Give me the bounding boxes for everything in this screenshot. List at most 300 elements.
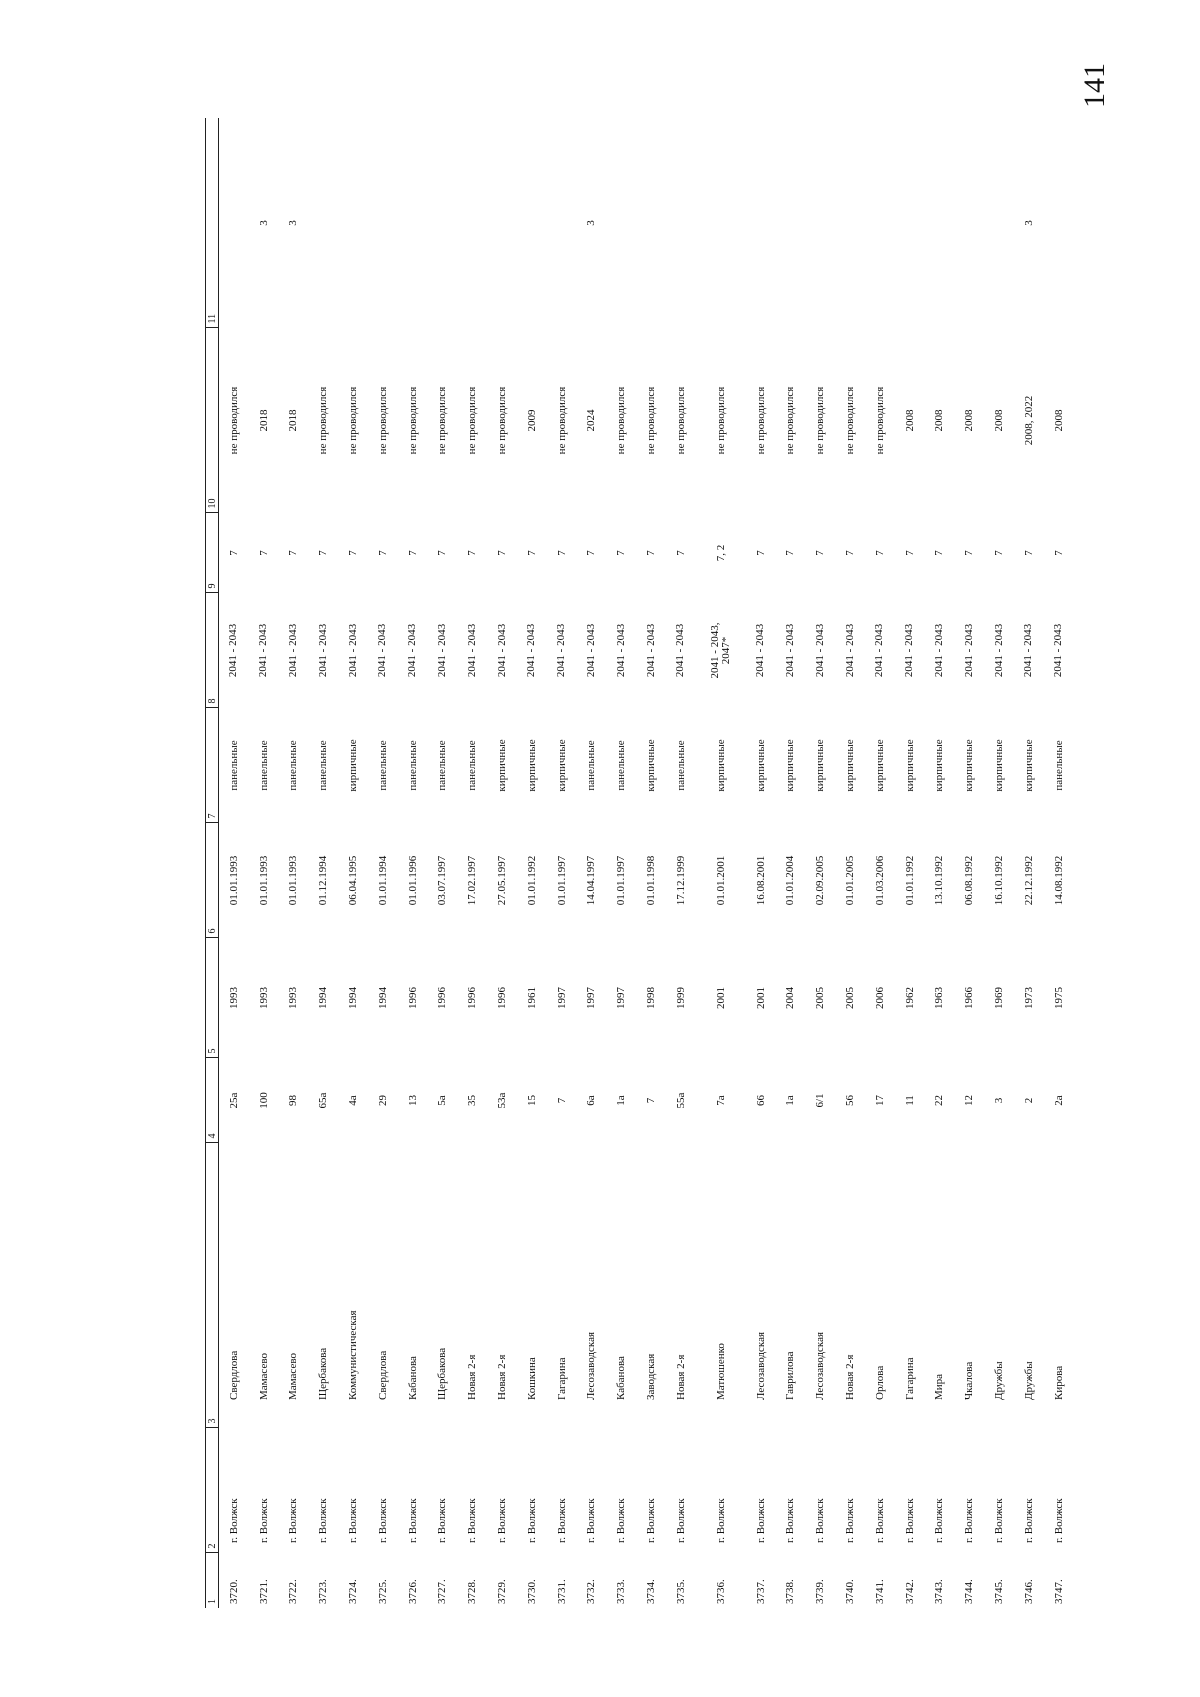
column-header: 2 (206, 1428, 219, 1553)
last-repair-cell: 2008 (993, 409, 1006, 432)
row-number: 3737. (754, 1579, 767, 1604)
last-repair-cell: 2008, 2022 (1022, 395, 1035, 446)
table-row (308, 118, 338, 1608)
street-cell: Кабанова (406, 1356, 419, 1400)
table-row (249, 118, 279, 1608)
house-number-cell: 11 (903, 1095, 916, 1106)
row-number: 3740. (844, 1579, 857, 1604)
work-type-cell: 7 (844, 550, 857, 556)
house-number-cell: 15 (525, 1095, 538, 1106)
build-year-cell: 1997 (555, 987, 568, 1009)
street-cell: Новая 2-я (844, 1354, 857, 1400)
city-cell: г. Волжск (645, 1498, 658, 1543)
last-repair-cell: не проводился (844, 386, 857, 455)
date-cell: 01.01.1992 (525, 855, 538, 906)
street-cell: Матюшенко (714, 1343, 727, 1400)
wall-material-cell: панельные (466, 740, 479, 791)
build-year-cell: 1973 (1022, 987, 1035, 1009)
house-number-cell: 35 (466, 1095, 479, 1106)
house-number-cell: 1а (615, 1095, 628, 1106)
street-cell: Кабанова (615, 1356, 628, 1400)
table-row (577, 118, 607, 1608)
table-row (338, 118, 368, 1608)
last-repair-cell: не проводился (645, 386, 658, 455)
row-number: 3736. (714, 1579, 727, 1604)
date-cell: 16.08.2001 (754, 855, 767, 906)
extra-cell (954, 118, 984, 328)
city-cell: г. Волжск (873, 1498, 886, 1543)
street-cell: Новая 2-я (466, 1354, 479, 1400)
work-type-cell: 7 (555, 550, 568, 556)
date-cell: 01.01.1992 (903, 855, 916, 906)
wall-material-cell: кирпичные (933, 739, 946, 792)
wall-material-cell: кирпичные (814, 739, 827, 792)
house-number-cell: 7 (645, 1097, 658, 1104)
extra-cell (776, 118, 806, 328)
repair-period-cell: 2041 - 2043 (1022, 623, 1035, 678)
table-header (206, 118, 219, 1608)
date-cell: 06.08.1992 (963, 855, 976, 906)
extra-cell (338, 118, 368, 328)
last-repair-cell: не проводился (555, 386, 568, 455)
city-cell: г. Волжск (814, 1498, 827, 1543)
column-header: 11 (206, 118, 219, 328)
table-row (398, 118, 428, 1608)
row-number: 3732. (585, 1579, 598, 1604)
house-number-cell: 100 (257, 1092, 270, 1109)
work-type-cell: 7 (317, 550, 330, 556)
last-repair-cell: 2009 (525, 409, 538, 432)
city-cell: г. Волжск (406, 1498, 419, 1543)
work-type-cell: 7 (963, 550, 976, 556)
work-type-cell: 7 (873, 550, 886, 556)
city-cell: г. Волжск (347, 1498, 360, 1543)
table-row (696, 118, 746, 1608)
house-number-cell: 7 (555, 1097, 568, 1104)
last-repair-cell: не проводился (436, 386, 449, 455)
extra-cell (487, 118, 517, 328)
city-cell: г. Волжск (525, 1498, 538, 1543)
table-row (925, 118, 955, 1608)
work-type-cell: 7 (406, 550, 419, 556)
row-number: 3746. (1022, 1579, 1035, 1604)
extra-cell (696, 118, 746, 328)
extra-cell (666, 118, 696, 328)
city-cell: г. Волжск (257, 1498, 270, 1543)
wall-material-cell: кирпичные (496, 739, 509, 792)
date-cell: 01.03.2006 (873, 855, 886, 906)
row-number: 3725. (376, 1579, 389, 1604)
house-number-cell: 53а (496, 1092, 509, 1109)
street-cell: Лесозаводская (585, 1331, 598, 1400)
repair-period-cell: 2041 - 2043 (932, 623, 945, 678)
wall-material-cell: кирпичные (714, 739, 727, 792)
repair-period-cell: 2041 - 2043, 2047* (708, 622, 732, 679)
repair-period-cell: 2041 - 2043 (435, 623, 448, 678)
house-number-cell: 98 (287, 1095, 300, 1106)
extra-cell: 3 (585, 220, 598, 226)
work-type-cell: 7 (466, 550, 479, 556)
row-number: 3723. (317, 1579, 330, 1604)
repair-period-cell: 2041 - 2043 (227, 623, 240, 678)
repair-period-cell: 2041 - 2043 (674, 623, 687, 678)
street-cell: Мамасево (257, 1353, 270, 1400)
wall-material-cell: панельные (317, 740, 330, 791)
city-cell: г. Волжск (436, 1498, 449, 1543)
work-type-cell: 7 (227, 550, 240, 556)
street-cell: Лесозаводская (754, 1331, 767, 1400)
extra-cell (517, 118, 547, 328)
date-cell: 17.12.1999 (674, 855, 687, 906)
repair-period-cell: 2041 - 2043 (843, 623, 856, 678)
build-year-cell: 1993 (287, 987, 300, 1009)
house-number-cell: 4а (347, 1095, 360, 1106)
build-year-cell: 2005 (844, 987, 857, 1009)
wall-material-cell: кирпичные (963, 739, 976, 792)
work-type-cell: 7 (645, 550, 658, 556)
last-repair-cell: не проводился (466, 386, 479, 455)
street-cell: Заводская (645, 1353, 658, 1400)
city-cell: г. Волжск (1022, 1498, 1035, 1543)
table-row (865, 118, 895, 1608)
housing-table (205, 118, 1074, 1608)
extra-cell (457, 118, 487, 328)
wall-material-cell: кирпичные (525, 739, 538, 792)
street-cell: Гаврилова (784, 1351, 797, 1400)
table-row (547, 118, 577, 1608)
extra-cell: 3 (287, 220, 300, 226)
table-row (606, 118, 636, 1608)
house-number-cell: 55а (674, 1092, 687, 1109)
build-year-cell: 2005 (814, 987, 827, 1009)
repair-period-cell: 2041 - 2043 (644, 623, 657, 678)
work-type-cell: 7 (814, 550, 827, 556)
city-cell: г. Волжск (933, 1498, 946, 1543)
house-number-cell: 66 (754, 1095, 767, 1106)
house-number-cell: 22 (933, 1095, 946, 1106)
column-header: 1 (206, 1553, 219, 1608)
build-year-cell: 1996 (496, 987, 509, 1009)
table-row (1014, 118, 1044, 1608)
extra-cell (984, 118, 1014, 328)
wall-material-cell: панельные (436, 740, 449, 791)
last-repair-cell: 2008 (1052, 409, 1065, 432)
house-number-cell: 25а (227, 1092, 240, 1109)
build-year-cell: 2006 (873, 987, 886, 1009)
house-number-cell: 2 (1022, 1097, 1035, 1104)
repair-period-cell: 2041 - 2043 (286, 623, 299, 678)
street-cell: Орлова (873, 1365, 886, 1400)
date-cell: 01.01.1998 (645, 855, 658, 906)
repair-period-cell: 2041 - 2043 (495, 623, 508, 678)
table-row (279, 118, 309, 1608)
row-number: 3724. (347, 1579, 360, 1604)
table-row (776, 118, 806, 1608)
street-cell: Лесозаводская (814, 1331, 827, 1400)
table-row (636, 118, 666, 1608)
last-repair-cell: не проводился (674, 386, 687, 455)
city-cell: г. Волжск (784, 1498, 797, 1543)
last-repair-cell: 2018 (257, 409, 270, 432)
row-number: 3741. (873, 1579, 886, 1604)
row-number: 3738. (784, 1579, 797, 1604)
work-type-cell: 7 (993, 550, 1006, 556)
row-number: 3742. (903, 1579, 916, 1604)
extra-cell (1044, 118, 1074, 328)
repair-period-cell: 2041 - 2043 (346, 623, 359, 678)
build-year-cell: 1962 (903, 987, 916, 1009)
house-number-cell: 13 (406, 1095, 419, 1106)
build-year-cell: 1996 (406, 987, 419, 1009)
street-cell: Новая 2-я (496, 1354, 509, 1400)
work-type-cell: 7 (754, 550, 767, 556)
column-header: 4 (206, 1058, 219, 1143)
row-number: 3743. (933, 1579, 946, 1604)
build-year-cell: 1998 (645, 987, 658, 1009)
table-row (517, 118, 547, 1608)
last-repair-cell: 2018 (287, 409, 300, 432)
build-year-cell: 1994 (347, 987, 360, 1009)
house-number-cell: 3 (993, 1097, 1006, 1104)
table-row (954, 118, 984, 1608)
work-type-cell: 7 (1052, 550, 1065, 556)
wall-material-cell: кирпичные (844, 739, 857, 792)
date-cell: 01.01.1993 (257, 855, 270, 906)
extra-cell (368, 118, 398, 328)
extra-cell (219, 118, 249, 328)
build-year-cell: 1996 (436, 987, 449, 1009)
row-number: 3726. (406, 1579, 419, 1604)
extra-cell (636, 118, 666, 328)
row-number: 3722. (287, 1579, 300, 1604)
city-cell: г. Волжск (317, 1498, 330, 1543)
row-number: 3734. (645, 1579, 658, 1604)
build-year-cell: 1993 (227, 987, 240, 1009)
house-number-cell: 7а (714, 1095, 727, 1106)
build-year-cell: 1969 (993, 987, 1006, 1009)
street-cell: Кошкина (525, 1357, 538, 1400)
row-number: 3727. (436, 1579, 449, 1604)
house-number-cell: 65а (317, 1092, 330, 1109)
city-cell: г. Волжск (227, 1498, 240, 1543)
street-cell: Мира (933, 1373, 946, 1400)
column-header: 3 (206, 1143, 219, 1428)
column-header: 9 (206, 513, 219, 593)
date-cell: 14.04.1997 (585, 855, 598, 906)
table-body (219, 118, 1074, 1608)
date-cell: 01.01.2004 (784, 855, 797, 906)
extra-cell (746, 118, 776, 328)
street-cell: Коммунистическая (347, 1310, 360, 1400)
repair-period-cell: 2041 - 2043 (525, 623, 538, 678)
repair-period-cell: 2041 - 2043 (962, 623, 975, 678)
date-cell: 01.01.1993 (287, 855, 300, 906)
last-repair-cell: не проводился (376, 386, 389, 455)
extra-cell (428, 118, 458, 328)
row-number: 3731. (555, 1579, 568, 1604)
last-repair-cell: 2008 (933, 409, 946, 432)
house-number-cell: 56 (844, 1095, 857, 1106)
column-header: 6 (206, 823, 219, 938)
last-repair-cell: не проводился (496, 386, 509, 455)
table-row (1044, 118, 1074, 1608)
wall-material-cell: кирпичные (784, 739, 797, 792)
table-row (805, 118, 835, 1608)
street-cell: Щербакова (317, 1347, 330, 1400)
extra-cell (865, 118, 895, 328)
street-cell: Свердлова (227, 1350, 240, 1400)
date-cell: 13.10.1992 (933, 855, 946, 906)
extra-cell (547, 118, 577, 328)
extra-cell (925, 118, 955, 328)
wall-material-cell: кирпичные (1022, 739, 1035, 792)
work-type-cell: 7 (376, 550, 389, 556)
date-cell: 01.01.2005 (844, 855, 857, 906)
repair-period-cell: 2041 - 2043 (783, 623, 796, 678)
wall-material-cell: панельные (674, 740, 687, 791)
repair-period-cell: 2041 - 2043 (813, 623, 826, 678)
street-cell: Дружбы (1022, 1361, 1035, 1400)
table-row (457, 118, 487, 1608)
table-row (895, 118, 925, 1608)
work-type-cell: 7 (674, 550, 687, 556)
date-cell: 01.01.1994 (376, 855, 389, 906)
city-cell: г. Волжск (555, 1498, 568, 1543)
date-cell: 01.01.2001 (714, 855, 727, 906)
work-type-cell: 7 (287, 550, 300, 556)
street-cell: Новая 2-я (674, 1354, 687, 1400)
row-number: 3735. (674, 1579, 687, 1604)
work-type-cell: 7 (257, 550, 270, 556)
table-row (428, 118, 458, 1608)
row-number: 3730. (525, 1579, 538, 1604)
wall-material-cell: панельные (585, 740, 598, 791)
build-year-cell: 1994 (376, 987, 389, 1009)
date-cell: 01.01.1997 (615, 855, 628, 906)
work-type-cell: 7 (615, 550, 628, 556)
house-number-cell: 2а (1052, 1095, 1065, 1106)
city-cell: г. Волжск (1052, 1498, 1065, 1543)
house-number-cell: 29 (376, 1095, 389, 1106)
build-year-cell: 1963 (933, 987, 946, 1009)
column-header: 8 (206, 593, 219, 708)
rotated-table-container (205, 118, 1065, 1608)
city-cell: г. Волжск (754, 1498, 767, 1543)
last-repair-cell: не проводился (814, 386, 827, 455)
repair-period-cell: 2041 - 2043 (584, 623, 597, 678)
street-cell: Щербакова (436, 1347, 449, 1400)
city-cell: г. Волжск (376, 1498, 389, 1543)
city-cell: г. Волжск (585, 1498, 598, 1543)
house-number-cell: 5а (436, 1095, 449, 1106)
date-cell: 01.01.1996 (406, 855, 419, 906)
build-year-cell: 1966 (963, 987, 976, 1009)
house-number-cell: 1а (784, 1095, 797, 1106)
extra-cell (606, 118, 636, 328)
table-row (368, 118, 398, 1608)
repair-period-cell: 2041 - 2043 (1052, 623, 1065, 678)
city-cell: г. Волжск (903, 1498, 916, 1543)
build-year-cell: 1997 (585, 987, 598, 1009)
date-cell: 27.05.1997 (496, 855, 509, 906)
street-cell: Свердлова (376, 1350, 389, 1400)
header-row (206, 118, 219, 1608)
city-cell: г. Волжск (615, 1498, 628, 1543)
wall-material-cell: панельные (287, 740, 300, 791)
repair-period-cell: 2041 - 2043 (992, 623, 1005, 678)
last-repair-cell: 2024 (585, 409, 598, 432)
street-cell: Мамасево (287, 1353, 300, 1400)
extra-cell (805, 118, 835, 328)
wall-material-cell: панельные (257, 740, 270, 791)
table-row (487, 118, 517, 1608)
last-repair-cell: 2008 (903, 409, 916, 432)
street-cell: Гагарина (903, 1357, 916, 1400)
last-repair-cell: 2008 (963, 409, 976, 432)
city-cell: г. Волжск (993, 1498, 1006, 1543)
row-number: 3744. (963, 1579, 976, 1604)
repair-period-cell: 2041 - 2043 (465, 623, 478, 678)
build-year-cell: 1997 (615, 987, 628, 1009)
last-repair-cell: не проводился (227, 386, 240, 455)
work-type-cell: 7 (496, 550, 509, 556)
build-year-cell: 2001 (714, 987, 727, 1009)
last-repair-cell: не проводился (754, 386, 767, 455)
build-year-cell: 1999 (674, 987, 687, 1009)
repair-period-cell: 2041 - 2043 (257, 623, 270, 678)
date-cell: 06.04.1995 (347, 855, 360, 906)
repair-period-cell: 2041 - 2043 (873, 623, 886, 678)
build-year-cell: 2004 (784, 987, 797, 1009)
row-number: 3747. (1052, 1579, 1065, 1604)
row-number: 3729. (496, 1579, 509, 1604)
wall-material-cell: панельные (227, 740, 240, 791)
repair-period-cell: 2041 - 2043 (406, 623, 419, 678)
repair-period-cell: 2041 - 2043 (555, 623, 568, 678)
wall-material-cell: кирпичные (555, 739, 568, 792)
street-cell: Дружбы (993, 1361, 1006, 1400)
wall-material-cell: кирпичные (903, 739, 916, 792)
repair-period-cell: 2041 - 2043 (614, 623, 627, 678)
row-number: 3745. (993, 1579, 1006, 1604)
build-year-cell: 2001 (754, 987, 767, 1009)
extra-cell (835, 118, 865, 328)
date-cell: 01.01.1997 (555, 855, 568, 906)
work-type-cell: 7 (784, 550, 797, 556)
street-cell: Кирова (1052, 1365, 1065, 1400)
wall-material-cell: кирпичные (645, 739, 658, 792)
date-cell: 03.07.1997 (436, 855, 449, 906)
date-cell: 16.10.1992 (993, 855, 1006, 906)
work-type-cell: 7 (436, 550, 449, 556)
build-year-cell: 1996 (466, 987, 479, 1009)
repair-period-cell: 2041 - 2043 (903, 623, 916, 678)
wall-material-cell: кирпичные (993, 739, 1006, 792)
wall-material-cell: панельные (406, 740, 419, 791)
city-cell: г. Волжск (714, 1498, 727, 1543)
work-type-cell: 7 (585, 550, 598, 556)
date-cell: 02.09.2005 (814, 855, 827, 906)
last-repair-cell: не проводился (347, 386, 360, 455)
work-type-cell: 7 (1022, 550, 1035, 556)
work-type-cell: 7 (347, 550, 360, 556)
wall-material-cell: кирпичные (754, 739, 767, 792)
last-repair-cell: не проводился (317, 386, 330, 455)
date-cell: 17.02.1997 (466, 855, 479, 906)
house-number-cell: 6/1 (814, 1093, 827, 1108)
last-repair-cell: не проводился (873, 386, 886, 455)
work-type-cell: 7, 2 (714, 544, 727, 562)
